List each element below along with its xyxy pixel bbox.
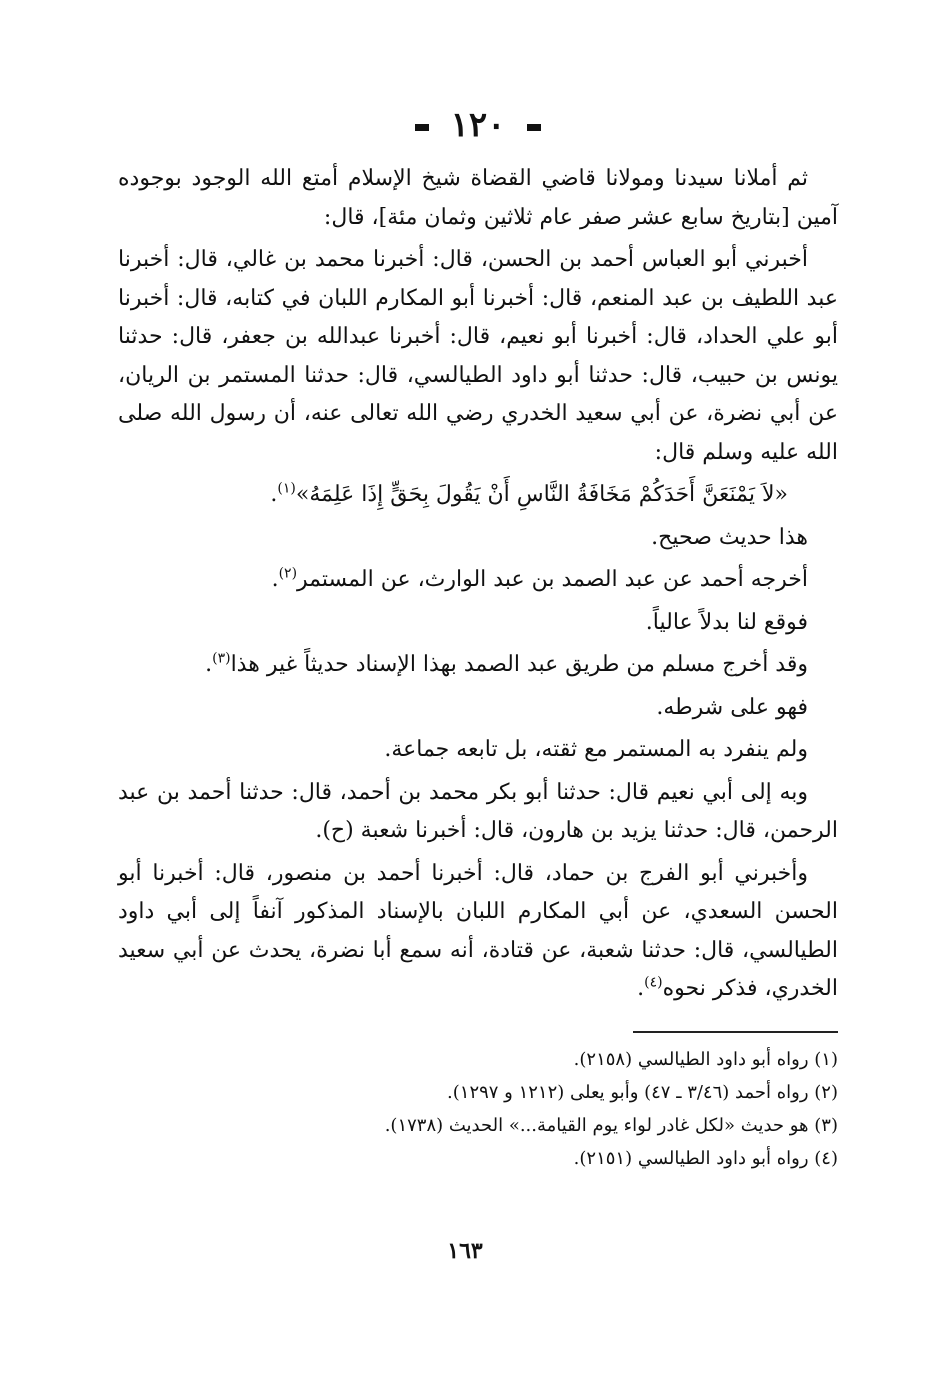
main-text [118, 160, 838, 1009]
footnotes [118, 1043, 838, 1175]
hadith-end: . [270, 482, 278, 507]
page [118, 100, 838, 1175]
paragraph-takhrij [118, 561, 838, 600]
page-header [118, 100, 838, 150]
muslim-end: . [205, 652, 213, 677]
footnote-ref-3: (٣) [212, 650, 231, 667]
isnad-3-text: وأخبرني أبو الفرج بن حماد، قال: أخبرنا أحمد بن منصور، قال: أخبرنا أبو الحسن السعدي، عن أبي المكارم اللبان بالإسناد المذكور آنفاً إلى أبي داود الطيالسي، قال: حدثنا شعبة، عن قتادة، أنه سمع أبا نضرة، يحدث عن أبي سعيد الخدري، فذكر نحوه [118, 860, 838, 1001]
header-dash-left [415, 124, 429, 131]
takhrij-text: أخرجه أحمد عن عبد الصمد بن عبد الوارث، عن المستمر [297, 567, 808, 592]
section-number: ١٢٠ [450, 105, 506, 145]
page-number: ١٦٣ [447, 1238, 483, 1264]
paragraph-grading: هذا حديث صحيح. [651, 524, 808, 550]
header-dash-right [527, 124, 541, 131]
footnote-1: (١) رواه أبو داود الطيالسي (٢١٥٨). [573, 1048, 838, 1070]
footnote-2: (٢) رواه أحمد (٣/٤٦ ـ ٤٧) وأبو يعلى (١٢١٢ و ١٢٩٧). [447, 1081, 838, 1103]
muslim-text: وقد أخرج مسلم من طريق عبد الصمد بهذا الإسناد حديثاً غير هذا [230, 652, 808, 677]
takhrij-end: . [271, 567, 279, 592]
footnote-3: (٣) هو حديث «لكل غادر لواء يوم القيامة...» الحديث (١٧٣٨). [384, 1114, 838, 1136]
hadith-quote [118, 476, 838, 515]
paragraph-isnad: أخبرني أبو العباس أحمد بن الحسن، قال: أخبرنا محمد بن غالي، قال: أخبرنا عبد اللطيف بن عبد المنعم، قال: أخبرنا أبو المكارم اللبان في كتابه، قال: أخبرنا أبو علي الحداد، قال: أخبرنا أبو نعيم، قال: أخبرنا عبدالله بن جعفر، قال: حدثنا يونس بن حبيب، قال: حدثنا أبو داود الطيالسي، قال: حدثنا المستمر بن الريان، عن أبي نضرة، عن أبي سعيد الخدري رضي الله تعالى عنه، أن رسول الله صلى الله عليه وسلم قال: [118, 247, 838, 465]
paragraph-shart: فهو على شرطه. [656, 694, 808, 720]
isnad-3-end: . [637, 976, 645, 1001]
paragraph-isnad-2: وبه إلى أبي نعيم قال: حدثنا أبو بكر محمد بن أحمد، قال: حدثنا أحمد بن عبد الرحمن، قال: حدثنا يزيد بن هارون، قال: أخبرنا شعبة (ح). [118, 779, 838, 843]
paragraph-isnad-3 [118, 855, 838, 1009]
footnote-4: (٤) رواه أبو داود الطيالسي (٢١٥١). [573, 1147, 838, 1169]
footnote-ref-2: (٢) [278, 565, 298, 582]
footnote-ref-1: (١) [277, 480, 296, 497]
footnote-ref-4: (٤) [644, 974, 663, 991]
paragraph-badal: فوقع لنا بدلاً عالياً. [645, 609, 808, 635]
paragraph-muslim [118, 646, 838, 685]
paragraph-mutaba: ولم ينفرد به المستمر مع ثقته، بل تابعه جماعة. [384, 737, 808, 762]
hadith-text: «لاَ يَمْنَعَنَّ أَحَدَكُمْ مَخَافَةُ النَّاسِ أَنْ يَقُولَ بِحَقٍّ إِذَا عَلِمَهُ» [295, 482, 788, 507]
footnote-divider [633, 1031, 838, 1033]
paragraph-intro: ثم أملانا سيدنا ومولانا قاضي القضاة شيخ الإسلام أمتع الله الوجود بوجوده آمين [بتاريخ سابع عشر صفر عام ثلاثين وثمان مئة]، قال: [118, 166, 838, 230]
